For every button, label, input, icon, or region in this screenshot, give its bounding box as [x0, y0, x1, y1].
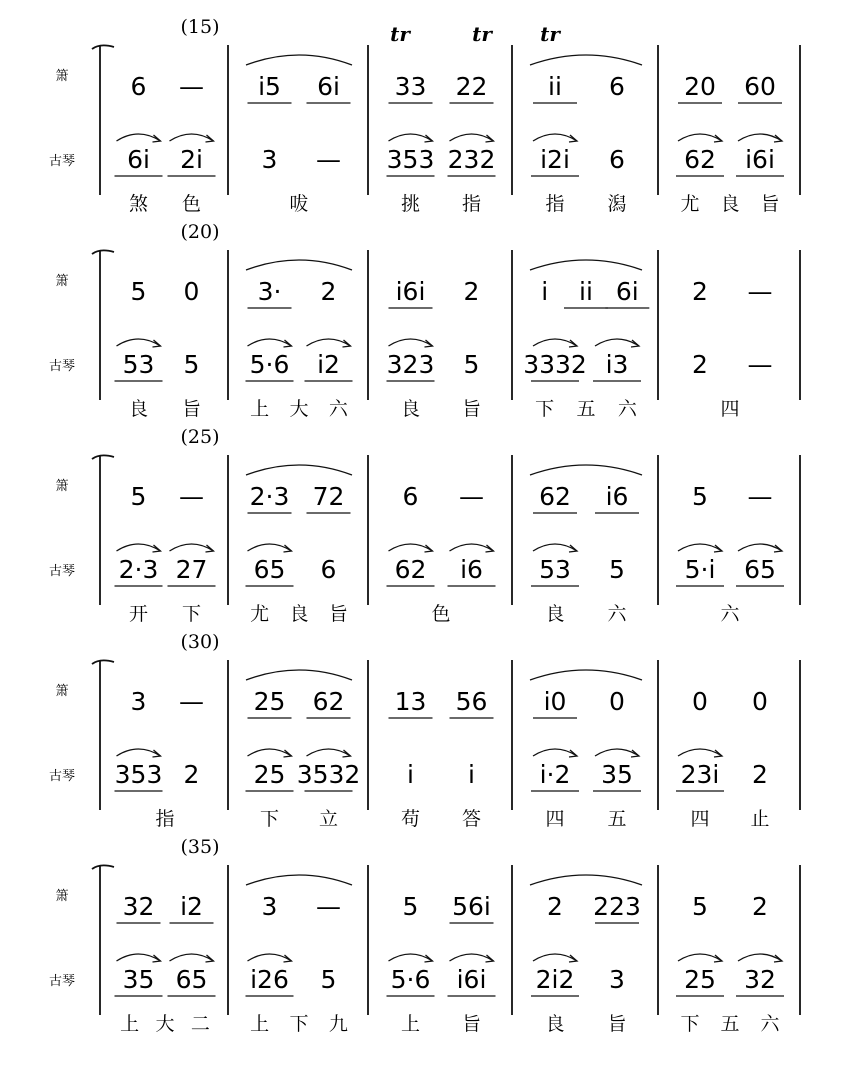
tablature-char: 尤	[250, 603, 270, 625]
measure	[387, 482, 496, 625]
measure	[246, 670, 361, 830]
tablature-char: 六	[760, 1013, 780, 1035]
tablature-char: 五	[576, 398, 596, 420]
xiao-note: —	[179, 482, 204, 511]
xiao-note: 0	[183, 277, 200, 306]
tablature-char: 良	[545, 1013, 565, 1035]
guqin-note: 3	[261, 145, 278, 174]
xiao-note: 5	[130, 482, 147, 511]
instrument-label-guqin: 古琴	[48, 154, 76, 169]
xiao-note: i6i	[395, 277, 426, 306]
guqin-note: 25	[684, 965, 716, 994]
measure-number: (20)	[180, 221, 220, 243]
tablature-char: 上	[250, 398, 270, 420]
trill-mark: tr	[540, 22, 560, 46]
xiao-note: 72	[312, 482, 345, 511]
guqin-note: i	[468, 760, 475, 789]
bracket-top	[92, 250, 114, 254]
measure	[246, 260, 353, 420]
measure	[115, 892, 216, 1035]
measure-number: (35)	[180, 836, 220, 858]
slur	[530, 260, 642, 270]
xiao-note: 6	[402, 482, 419, 511]
guqin-note: 65	[175, 965, 208, 994]
tablature-char: 挑	[400, 193, 421, 215]
measure	[530, 465, 642, 625]
measure	[530, 55, 642, 215]
tablature-char: 上	[400, 1013, 421, 1035]
guqin-note: 2i2	[535, 965, 575, 994]
guqin-note: 6	[320, 555, 337, 584]
guqin-note: 62	[394, 555, 427, 584]
tablature-char: 下	[181, 603, 202, 625]
tablature-char: 良	[545, 603, 565, 625]
tablature-char: 旨	[461, 398, 482, 420]
guqin-note: 2	[692, 350, 708, 379]
tablature-char: 立	[318, 808, 339, 830]
xiao-note: 223	[593, 892, 641, 921]
xiao-note: 56	[455, 687, 488, 716]
trill-mark: tr	[390, 22, 410, 46]
xiao-note: —	[316, 892, 341, 921]
xiao-note: 62	[539, 482, 571, 511]
system	[49, 631, 800, 830]
tablature-char: 良	[289, 603, 309, 625]
guqin-note: 5·6	[390, 965, 431, 994]
guqin-note: 35	[122, 965, 155, 994]
measure	[115, 72, 216, 215]
xiao-note: i6	[605, 482, 629, 511]
xiao-note: —	[747, 482, 773, 511]
measure	[387, 72, 496, 215]
xiao-note: i	[541, 277, 549, 306]
guqin-note: i2	[317, 350, 340, 379]
measure-number: (30)	[180, 631, 220, 653]
guqin-note: 53	[122, 350, 155, 379]
guqin-note: 35	[601, 760, 633, 789]
tablature-char: 止	[750, 808, 770, 830]
xiao-note: 5	[130, 277, 147, 306]
xiao-note: 22	[455, 72, 488, 101]
guqin-note: i	[407, 760, 414, 789]
measure	[676, 687, 770, 830]
tablature-char: 大	[155, 1013, 175, 1035]
xiao-note: —	[747, 277, 773, 306]
slur	[246, 55, 352, 65]
measure	[389, 687, 494, 830]
tablature-char: 大	[289, 398, 309, 420]
system	[49, 426, 800, 625]
tablature-char: 六	[617, 398, 637, 420]
xiao-note: 2·3	[249, 482, 290, 511]
xiao-note: 6	[130, 72, 147, 101]
tablature-char: 㕹	[289, 193, 309, 215]
guqin-note: 353	[386, 145, 435, 174]
measure	[530, 670, 642, 830]
instrument-label-guqin: 古琴	[48, 359, 76, 374]
measure	[115, 687, 205, 830]
guqin-note: 65	[744, 555, 776, 584]
measure	[387, 277, 482, 420]
guqin-note: 53	[539, 555, 571, 584]
guqin-note: i2i	[540, 145, 570, 174]
guqin-note: 5	[463, 350, 480, 379]
tablature-char: 下	[535, 398, 555, 420]
tablature-char: 下	[259, 808, 280, 830]
measure	[246, 875, 353, 1035]
measure	[523, 260, 649, 420]
xiao-note: ii	[548, 72, 562, 101]
instrument-label-xiao: 箫	[55, 684, 69, 699]
xiao-note: 5	[692, 892, 708, 921]
guqin-note: i26	[250, 965, 289, 994]
tablature-char: 六	[607, 603, 627, 625]
slur	[246, 465, 352, 475]
xiao-note: i5	[258, 72, 281, 101]
xiao-note: —	[179, 687, 204, 716]
tablature-char: 指	[545, 193, 565, 215]
guqin-note: —	[747, 350, 773, 379]
xiao-note: 2	[752, 892, 768, 921]
slur	[246, 260, 352, 270]
instrument-label-guqin: 古琴	[48, 769, 76, 784]
measure	[692, 277, 772, 420]
xiao-note: 6i	[615, 277, 639, 306]
bracket-top	[92, 455, 114, 459]
measure-number: (15)	[180, 16, 220, 38]
tablature-char: 四	[720, 398, 740, 420]
tablature-char: 色	[181, 193, 202, 215]
tablature-char: 苟	[400, 808, 421, 830]
guqin-note: 27	[175, 555, 208, 584]
tablature-char: 煞	[128, 193, 149, 215]
tablature-char: 二	[190, 1013, 210, 1035]
slur	[530, 465, 642, 475]
measure	[115, 482, 216, 625]
slur	[246, 670, 352, 680]
xiao-note: —	[179, 72, 204, 101]
tablature-char: 五	[607, 808, 627, 830]
guqin-note: 25	[253, 760, 286, 789]
tablature-char: 潟	[607, 193, 627, 215]
trill-mark: tr	[472, 22, 492, 46]
slur	[530, 875, 642, 885]
xiao-note: 3	[130, 687, 147, 716]
slur	[530, 55, 642, 65]
xiao-note: 2	[547, 892, 563, 921]
tablature-char: 良	[128, 398, 149, 420]
tablature-char: 旨	[607, 1013, 627, 1035]
guqin-note: i6	[460, 555, 483, 584]
instrument-label-xiao: 箫	[55, 889, 69, 904]
guqin-note: i·2	[539, 760, 571, 789]
guqin-note: 6	[609, 145, 625, 174]
measure	[246, 55, 352, 215]
guqin-note: 5·6	[249, 350, 290, 379]
tablature-char: 旨	[461, 1013, 482, 1035]
bracket-top	[92, 660, 114, 664]
guqin-note: 323	[386, 350, 435, 379]
xiao-note: 56i	[452, 892, 491, 921]
xiao-note: 6	[609, 72, 625, 101]
xiao-note: 32	[122, 892, 155, 921]
guqin-note: 2i	[180, 145, 203, 174]
guqin-note: 3532	[296, 760, 361, 789]
guqin-note: 353	[114, 760, 163, 789]
tablature-char: 四	[690, 808, 710, 830]
xiao-note: i2	[180, 892, 203, 921]
instrument-label-guqin: 古琴	[48, 564, 76, 579]
xiao-note: 6i	[317, 72, 340, 101]
guqin-note: 5·i	[684, 555, 716, 584]
xiao-note: 25	[253, 687, 286, 716]
xiao-note: 2	[463, 277, 480, 306]
guqin-note: 2	[183, 760, 200, 789]
xiao-note: 5	[692, 482, 708, 511]
tablature-char: 指	[461, 193, 482, 215]
tablature-char: 下	[289, 1013, 309, 1035]
guqin-note: 3332	[523, 350, 587, 379]
measure	[676, 892, 784, 1035]
tablature-char: 旨	[328, 603, 348, 625]
xiao-note: 0	[609, 687, 625, 716]
guqin-note: 3	[609, 965, 625, 994]
guqin-note: 62	[684, 145, 716, 174]
tablature-char: 上	[250, 1013, 270, 1035]
tablature-char: 良	[400, 398, 421, 420]
xiao-note: 2	[692, 277, 708, 306]
system	[49, 16, 800, 215]
measure	[676, 72, 784, 215]
instrument-label-xiao: 箫	[55, 274, 69, 289]
guqin-note: 5	[609, 555, 625, 584]
xiao-note: i0	[543, 687, 567, 716]
measure	[676, 482, 784, 625]
tablature-char: 尤	[680, 193, 700, 215]
guqin-note: 23i	[680, 760, 720, 789]
tablature-char: 六	[328, 398, 348, 420]
measure	[530, 875, 642, 1035]
measure	[387, 892, 496, 1035]
tablature-char: 指	[155, 808, 175, 830]
instrument-label-guqin: 古琴	[48, 974, 76, 989]
bracket-top	[92, 865, 114, 869]
tablature-char: 五	[720, 1013, 740, 1035]
tablature-char: 开	[128, 603, 149, 625]
tablature-char: 旨	[760, 193, 780, 215]
xiao-note: 3	[261, 892, 278, 921]
guqin-note: 65	[253, 555, 286, 584]
measure	[115, 277, 202, 420]
xiao-note: 62	[312, 687, 345, 716]
tablature-char: 良	[720, 193, 740, 215]
guqin-note: i6i	[745, 145, 775, 174]
measure-number: (25)	[180, 426, 220, 448]
xiao-note: 20	[684, 72, 716, 101]
measure	[246, 465, 353, 625]
xiao-note: ii	[579, 277, 593, 306]
guqin-note: 5	[320, 965, 337, 994]
tablature-char: 下	[680, 1013, 700, 1035]
guqin-note: i6i	[456, 965, 487, 994]
tablature-char: 上	[120, 1013, 140, 1035]
guqin-note: —	[316, 145, 341, 174]
instrument-label-xiao: 箫	[55, 69, 69, 84]
system	[49, 221, 800, 420]
tablature-char: 答	[461, 808, 482, 830]
bracket-top	[92, 45, 114, 49]
tablature-char: 九	[328, 1013, 348, 1035]
tablature-char: 旨	[181, 398, 202, 420]
tablature-char: 六	[720, 603, 740, 625]
guqin-note: i3	[605, 350, 629, 379]
system	[49, 836, 800, 1035]
guqin-note: 2	[752, 760, 768, 789]
slur	[530, 670, 642, 680]
xiao-note: 0	[692, 687, 708, 716]
xiao-note: 13	[394, 687, 427, 716]
instrument-label-xiao: 箫	[55, 479, 69, 494]
slur	[246, 875, 352, 885]
xiao-note: —	[459, 482, 484, 511]
guqin-note: 5	[183, 350, 200, 379]
xiao-note: 0	[752, 687, 768, 716]
guqin-note: 2·3	[118, 555, 159, 584]
xiao-note: 5	[402, 892, 419, 921]
tablature-char: 色	[431, 603, 451, 625]
xiao-note: 60	[744, 72, 776, 101]
xiao-note: 2	[320, 277, 337, 306]
guqin-note: 6i	[127, 145, 150, 174]
guqin-note: 32	[744, 965, 776, 994]
xiao-note: 3·	[257, 277, 282, 306]
tablature-char: 四	[545, 808, 565, 830]
guqin-note: 232	[447, 145, 496, 174]
xiao-note: 33	[394, 72, 427, 101]
